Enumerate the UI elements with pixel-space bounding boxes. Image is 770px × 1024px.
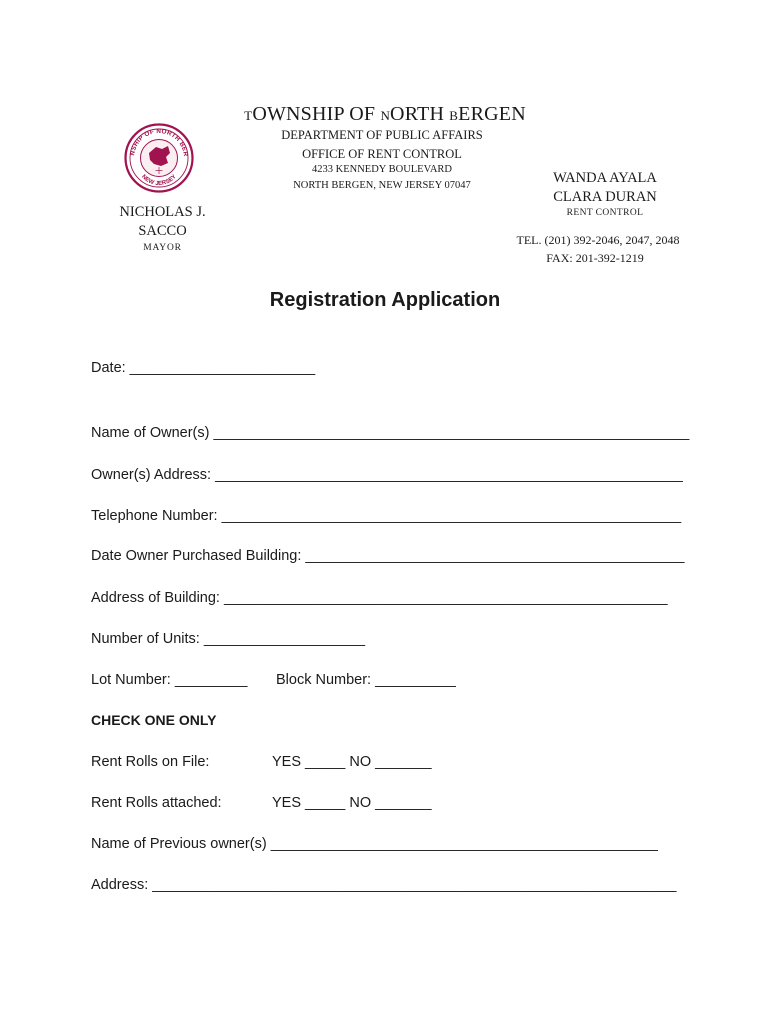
lot-number-field[interactable]: Lot Number: _________ bbox=[91, 672, 248, 688]
township-title bbox=[0, 103, 770, 126]
seal-graphic bbox=[124, 123, 194, 193]
department-line: DEPARTMENT OF PUBLIC AFFAIRS bbox=[281, 128, 483, 142]
rent-control-tel: TEL. (201) 392-2046, 2047, 2048 bbox=[516, 233, 680, 247]
rent-rolls-attached-label: Rent Rolls attached: bbox=[91, 795, 222, 811]
date-field[interactable]: Date: _______________________ bbox=[91, 360, 316, 376]
previous-owner-field[interactable]: Name of Previous owner(s) ________________________________________________ bbox=[91, 836, 658, 852]
address-line-2: NORTH BERGEN, NEW JERSEY 07047 bbox=[293, 180, 471, 191]
title-initial-n: N bbox=[380, 108, 391, 123]
rent-rolls-attached-choice[interactable]: YES _____ NO _______ bbox=[272, 795, 432, 811]
form-heading: Registration Application bbox=[269, 289, 501, 311]
telephone-field[interactable]: Telephone Number: _________________________________________________________ bbox=[91, 508, 682, 524]
seal-text-bottom: NEW JERSEY bbox=[140, 173, 178, 188]
rent-rolls-file-choice[interactable]: YES _____ NO _______ bbox=[272, 754, 432, 770]
title-part-orth: ORTH bbox=[390, 103, 450, 125]
mayor-title: MAYOR bbox=[143, 243, 182, 253]
township-seal bbox=[124, 123, 194, 193]
rent-control-name-1: WANDA AYALA bbox=[553, 170, 657, 186]
purchase-date-field[interactable]: Date Owner Purchased Building: _______________________________________________ bbox=[91, 548, 685, 564]
rent-control-fax: FAX: 201-392-1219 bbox=[546, 251, 644, 265]
building-address-field[interactable]: Address of Building: _______________________________________________________ bbox=[91, 590, 668, 606]
rent-rolls-file-label: Rent Rolls on File: bbox=[91, 754, 210, 770]
seal-text-top: NSHIP OF NORTH BER bbox=[129, 127, 190, 158]
previous-owner-address-field[interactable]: Address: _________________________________________________________________ bbox=[91, 877, 677, 893]
office-line: OFFICE OF RENT CONTROL bbox=[302, 147, 462, 161]
check-one-label: CHECK ONE ONLY bbox=[91, 712, 217, 728]
owner-address-field[interactable]: Owner(s) Address: __________________________________________________________ bbox=[91, 467, 683, 483]
mayor-name-line-1: NICHOLAS J. bbox=[119, 204, 206, 220]
units-field[interactable]: Number of Units: ____________________ bbox=[91, 631, 366, 647]
rent-control-name-2: CLARA DURAN bbox=[553, 189, 657, 205]
owner-name-field[interactable]: Name of Owner(s) ___________________________________________________________ bbox=[91, 425, 690, 441]
title-initial-b: B bbox=[449, 108, 459, 123]
block-number-field[interactable]: Block Number: __________ bbox=[276, 672, 456, 688]
rent-control-label: RENT CONTROL bbox=[566, 208, 644, 218]
title-initial-t: T bbox=[244, 108, 253, 123]
address-line-1: 4233 KENNEDY BOULEVARD bbox=[312, 164, 452, 175]
title-part-ergen: ERGEN bbox=[458, 103, 526, 125]
title-part-township-of: OWNSHIP OF bbox=[252, 103, 381, 125]
mayor-name-line-2: SACCO bbox=[138, 223, 187, 239]
